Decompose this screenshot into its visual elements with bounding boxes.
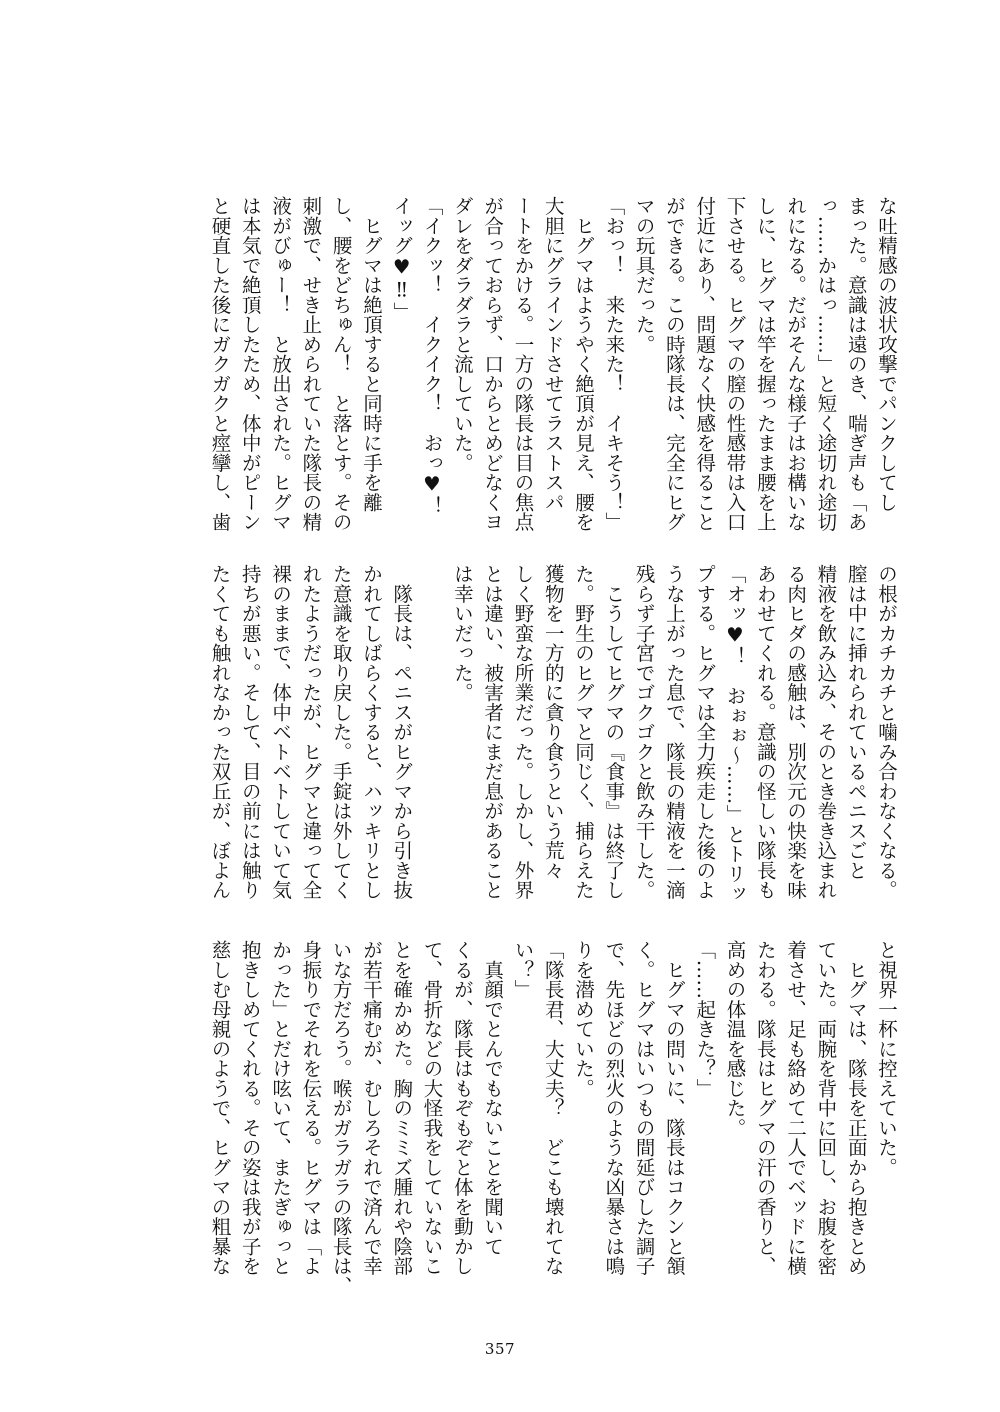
text-line: 抱きしめてくれる。その姿は我が子を bbox=[238, 940, 262, 1276]
text-line: と硬直した後にガクガクと痙攣し、歯 bbox=[208, 196, 232, 532]
text-line: 大胆にグラインドさせてラストスパ bbox=[541, 196, 565, 512]
text-line: しに、ヒグマは竿を握ったまま腰を上 bbox=[753, 196, 777, 532]
page-number: 357 bbox=[484, 1340, 516, 1358]
text-line: し、腰をどちゅん！ と落とす。その bbox=[329, 196, 353, 532]
text-line: まった。意識は遠のき、喘ぎ声も「あ bbox=[844, 196, 868, 532]
text-line: とは違い、被害者にまだ息があること bbox=[481, 564, 505, 900]
text-line: ートをかける。一方の隊長は目の焦点 bbox=[511, 196, 535, 532]
text-line: あわせてくれる。意識の怪しい隊長も bbox=[753, 564, 777, 900]
text-line: 「オッ♥！ おぉぉ～……」とトリッ bbox=[723, 564, 747, 904]
text-line: イッグ♥‼」 bbox=[390, 196, 414, 322]
text-line: 身振りでそれを伝える。ヒグマは「よ bbox=[299, 940, 323, 1276]
text-line: ができる。この時隊長は、完全にヒグ bbox=[662, 196, 686, 532]
text-line: で、先ほどの烈火のような凶暴さは鳴 bbox=[602, 940, 626, 1276]
text-line: が若干痛むが、むしろそれで済んで幸 bbox=[359, 940, 383, 1276]
text-line: 付近にあり、問題なく快感を得ること bbox=[693, 196, 717, 532]
text-line: る肉ヒダの感触は、別次元の快楽を味 bbox=[784, 564, 808, 900]
text-line: マの玩具だった。 bbox=[632, 196, 656, 354]
text-line: い？」 bbox=[511, 940, 535, 1000]
text-line: 獲物を一方的に貪り食うという荒々 bbox=[541, 564, 565, 880]
text-line: ヒグマはようやく絶頂が見え、腰を bbox=[572, 196, 596, 532]
text-line: ヒグマは、隊長を正面から抱きとめ bbox=[844, 940, 868, 1276]
text-line: 「……起きた？」 bbox=[693, 940, 717, 1098]
text-line: 「イクッ！ イクイク！ おっ♥！ bbox=[420, 196, 444, 516]
text-line: く。ヒグマはいつもの間延びした調子 bbox=[632, 940, 656, 1276]
text-line: 精液を飲み込み、そのとき巻き込まれ bbox=[814, 564, 838, 900]
text-line: プする。ヒグマは全力疾走した後のよ bbox=[693, 564, 717, 900]
text-line: かれてしばらくすると、ハッキリとし bbox=[359, 564, 383, 900]
text-line: こうしてヒグマの『食事』は終了し bbox=[602, 564, 626, 900]
text-line: いな方だろう。喉がガラガラの隊長は、 bbox=[329, 940, 353, 1296]
text-line: は幸いだった。 bbox=[450, 564, 474, 703]
text-line: たわる。隊長はヒグマの汗の香りと、 bbox=[753, 940, 777, 1276]
text-block-top bbox=[204, 196, 901, 531]
text-line: ていた。両腕を背中に回し、お腹を密 bbox=[814, 940, 838, 1276]
text-line: て、骨折などの大怪我をしていないこ bbox=[420, 940, 444, 1276]
text-line: 液がびゅー！ と放出された。ヒグマ bbox=[269, 196, 293, 532]
text-line: 真顔でとんでもないことを聞いて bbox=[481, 940, 505, 1256]
text-line: は本気で絶頂したため、体中がピーン bbox=[238, 196, 262, 532]
text-line bbox=[416, 564, 446, 899]
text-line: 残らず子宮でゴクゴクと飲み干した。 bbox=[632, 564, 656, 900]
text-line: た意識を取り戻した。手錠は外してく bbox=[329, 564, 353, 900]
text-line: れになる。だがそんな様子はお構いな bbox=[784, 196, 808, 532]
text-line: しく野蛮な所業だった。しかし、外界 bbox=[511, 564, 535, 900]
text-line: うな上がった息で、隊長の精液を一滴 bbox=[662, 564, 686, 900]
text-line: とを確かめた。胸のミミズ腫れや陰部 bbox=[390, 940, 414, 1276]
text-line: れたようだったが、ヒグマと違って全 bbox=[299, 564, 323, 900]
text-line: 「おっ！ 来た来た！ イキそう！」 bbox=[602, 196, 626, 532]
text-line: 裸のままで、体中ベトベトしていて気 bbox=[269, 564, 293, 900]
text-line: くるが、隊長はもぞもぞと体を動かし bbox=[450, 940, 474, 1276]
text-line: 高めの体温を感じた。 bbox=[723, 940, 747, 1138]
text-line: ダレをダラダラと流していた。 bbox=[450, 196, 474, 473]
text-line: の根がカチカチと噛み合わなくなる。 bbox=[875, 564, 898, 900]
text-line: 「隊長君、大丈夫？ どこも壊れてな bbox=[541, 940, 565, 1276]
text-line: 膣は中に挿れられているペニスごと bbox=[844, 564, 868, 880]
text-line: たくても触れなかった双丘が、ぼよん bbox=[208, 564, 232, 900]
text-line: 持ちが悪い。そして、目の前には触り bbox=[238, 564, 262, 900]
text-line: っ……かはっ……」と短く途切れ途切 bbox=[814, 196, 838, 532]
text-block-middle bbox=[204, 564, 901, 904]
text-line: 隊長は、ペニスがヒグマから引き抜 bbox=[390, 564, 414, 900]
text-line: ヒグマは絶頂すると同時に手を離 bbox=[359, 196, 383, 512]
text-line: 着させ、足も絡めて二人でベッドに横 bbox=[784, 940, 808, 1276]
text-line: りを潜めていた。 bbox=[572, 940, 596, 1098]
text-block-bottom bbox=[204, 940, 901, 1296]
text-line: 刺激で、せき止められていた隊長の精 bbox=[299, 196, 323, 532]
text-line: 慈しむ母親のようで、ヒグマの粗暴な bbox=[208, 940, 232, 1276]
text-line: かった」とだけ呟いて、またぎゅっと bbox=[269, 940, 293, 1276]
text-line: と視界一杯に控えていた。 bbox=[875, 940, 898, 1177]
text-line: が合っておらず、口からとめどなくヨ bbox=[481, 196, 505, 532]
text-line: た。野生のヒグマと同じく、捕らえた bbox=[572, 564, 596, 900]
text-line: ヒグマの問いに、隊長はコクンと頷 bbox=[662, 940, 686, 1276]
text-line: 下させる。ヒグマの膣の性感帯は入口 bbox=[723, 196, 747, 532]
text-line: な吐精感の波状攻撃でパンクしてし bbox=[875, 196, 898, 512]
